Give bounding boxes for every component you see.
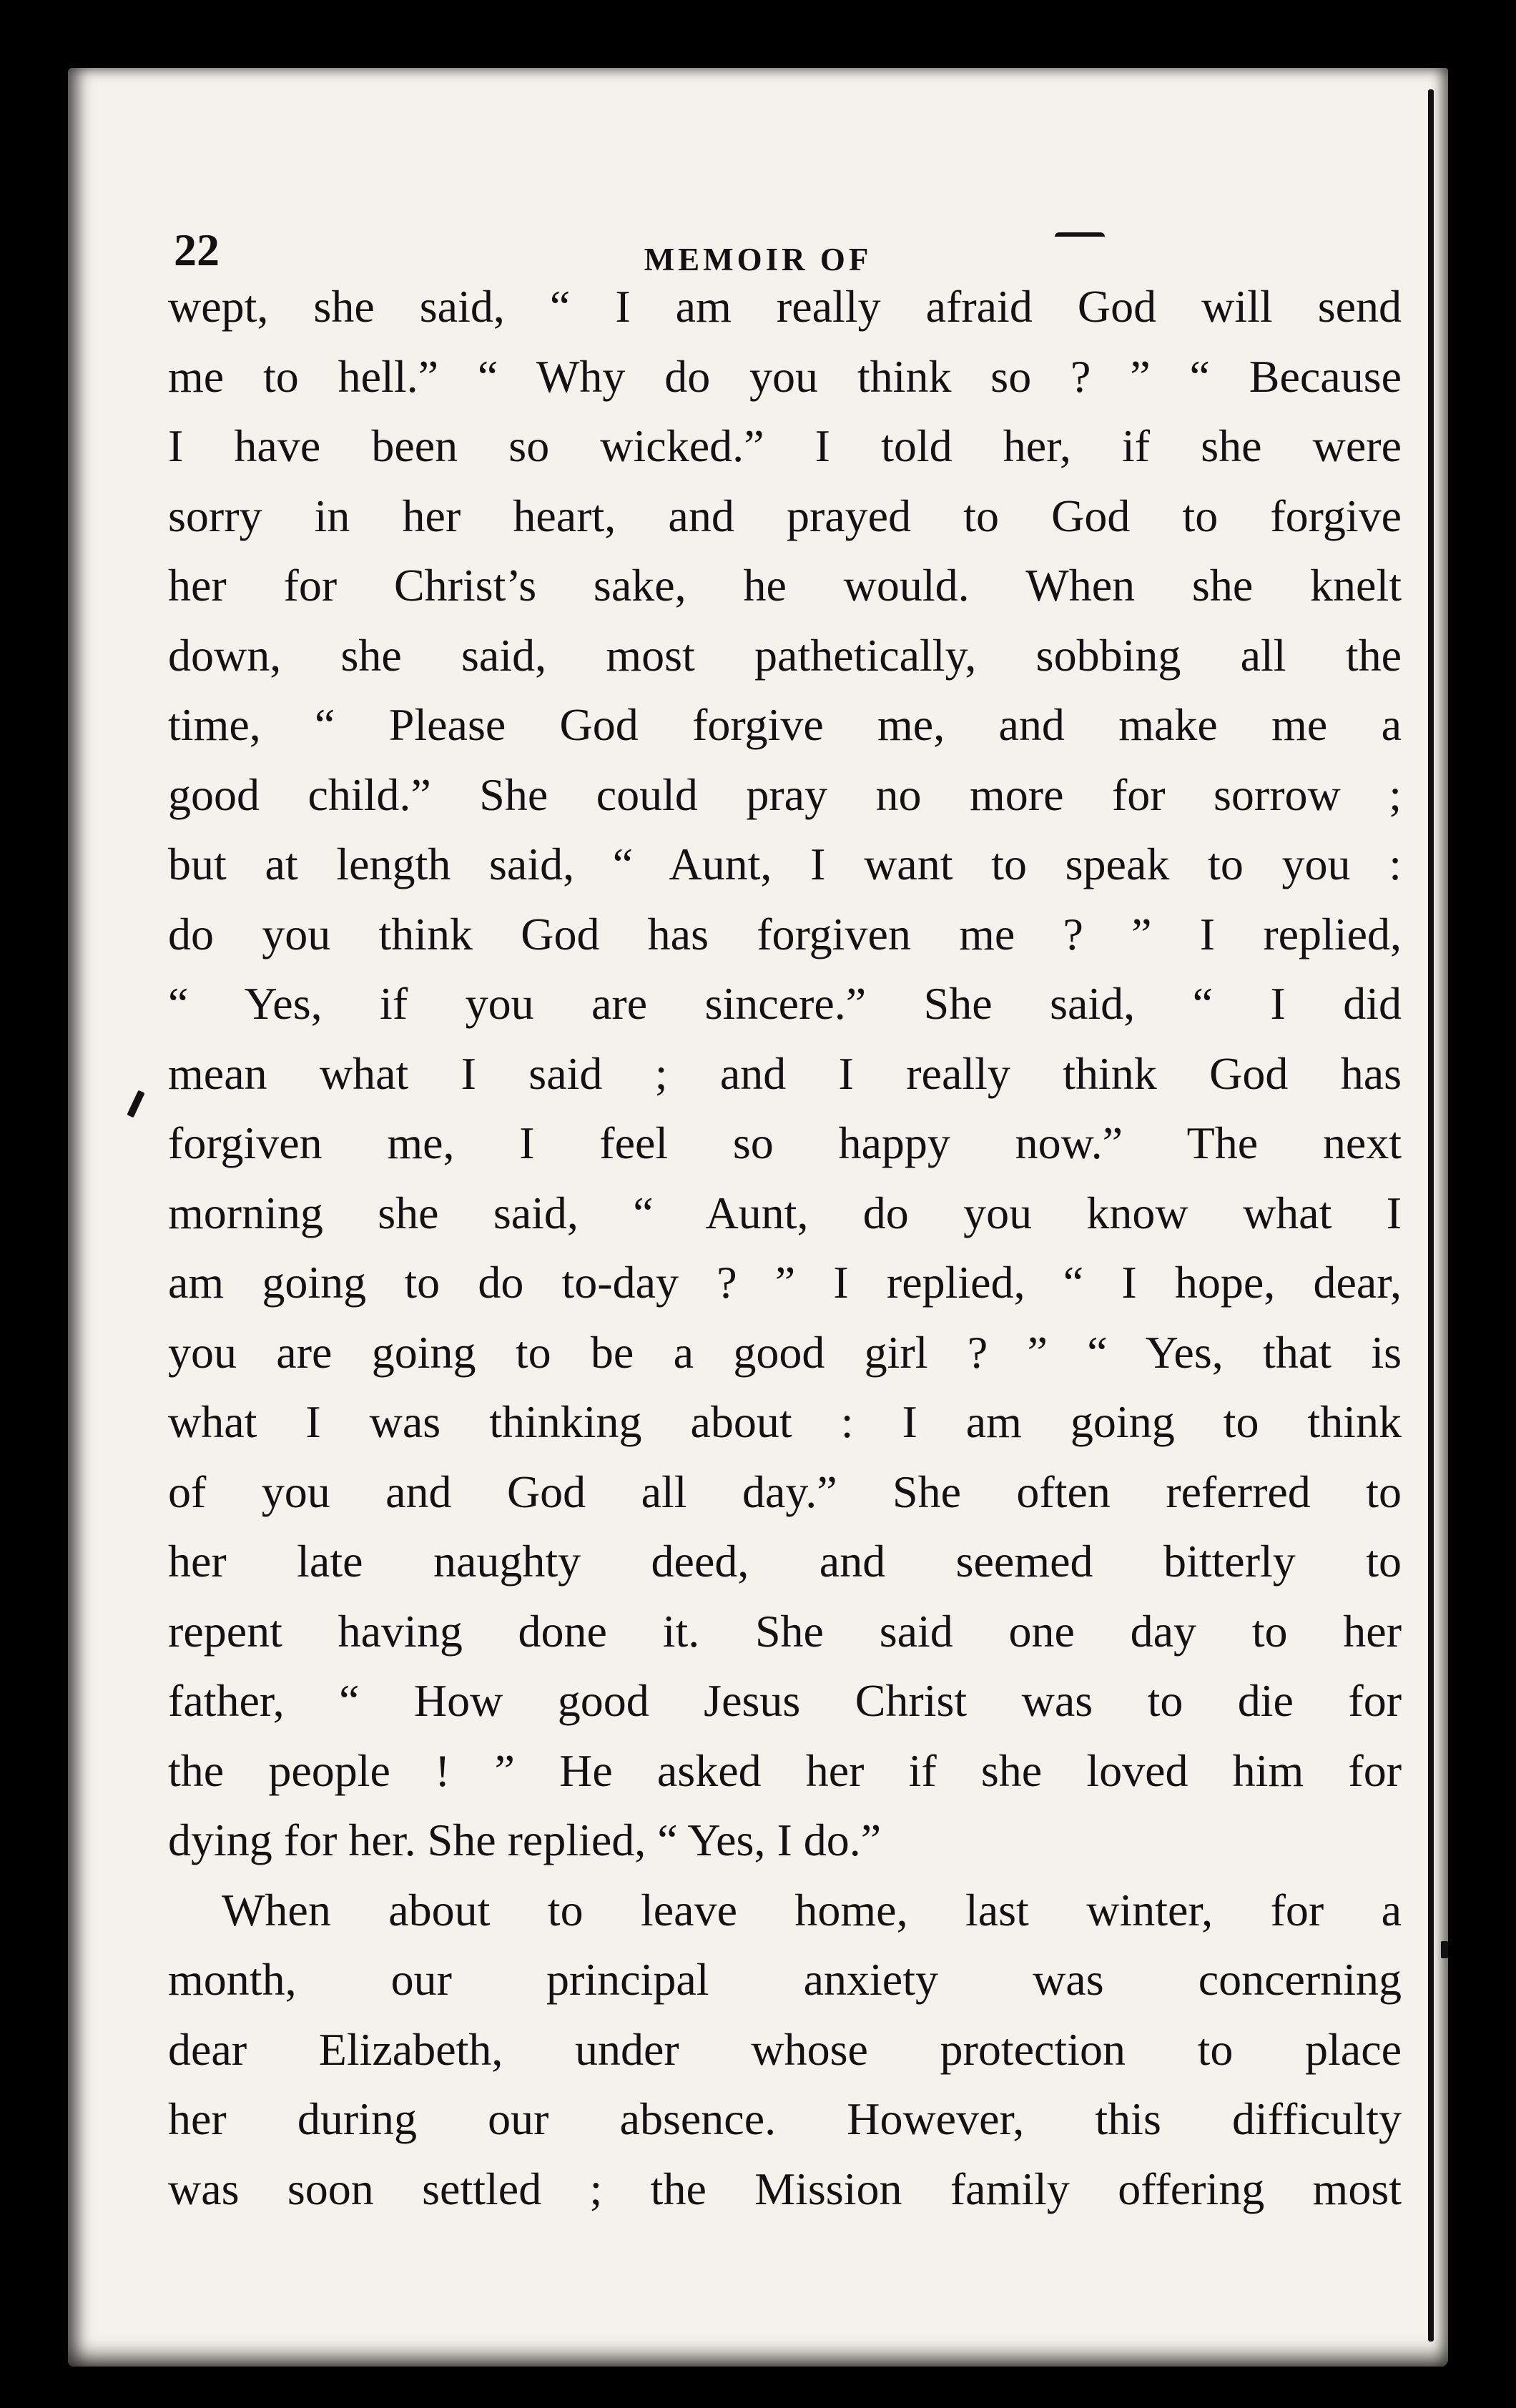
text-line-paragraph-start: When about to leave home, last winter, for a	[222, 1884, 1402, 1935]
book-page	[68, 68, 1448, 2367]
text-line: morning she said, “ Aunt, do you know what I	[168, 1187, 1402, 1238]
text-line: father, “ How good Jesus Christ was to die for	[168, 1675, 1402, 1726]
text-line: repent having done it. She said one day to her	[168, 1605, 1402, 1657]
text-line: sorry in her heart, and prayed to God to forgive	[168, 490, 1402, 541]
ink-mark	[127, 1090, 144, 1118]
text-line: down, she said, most pathetically, sobbing all the	[168, 629, 1402, 681]
text-line: you are going to be a good girl ? ” “ Yes, that is	[168, 1326, 1402, 1378]
text-line: good child.” She could pray no more for sorrow ;	[168, 769, 1402, 820]
text-line: I have been so wicked.” I told her, if she were	[168, 420, 1402, 471]
text-line: her during our absence. However, this difficulty	[168, 2093, 1402, 2144]
text-line: her late naughty deed, and seemed bitterly to	[168, 1536, 1402, 1587]
text-line: month, our principal anxiety was concerning	[168, 1954, 1402, 2005]
text-line: the people ! ” He asked her if she loved him for	[168, 1745, 1402, 1796]
page-header	[68, 175, 1448, 277]
ink-mark	[1441, 1941, 1448, 1958]
text-line: of you and God all day.” She often referred to	[168, 1466, 1402, 1517]
text-line: mean what I said ; and I really think God has	[168, 1047, 1402, 1099]
text-line: me to hell.” “ Why do you think so ? ” “ Because	[168, 350, 1402, 402]
text-line: what I was thinking about : I am going to think	[168, 1396, 1402, 1447]
text-line: but at length said, “ Aunt, I want to speak to you :	[168, 839, 1402, 889]
text-line: time, “ Please God forgive me, and make me a	[168, 699, 1402, 750]
body-text	[168, 272, 1402, 2224]
text-line: do you think God has forgiven me ? ” I replied,	[168, 908, 1402, 959]
text-line: was soon settled ; the Mission family offering most	[168, 2163, 1402, 2214]
text-line-paragraph-end: dying for her. She replied, “ Yes, I do.”	[168, 1815, 882, 1865]
text-line: am going to do to-day ? ” I replied, “ I hope, dear,	[168, 1257, 1402, 1308]
ink-mark	[1055, 232, 1105, 237]
text-line: wept, she said, “ I am really afraid God will send	[168, 281, 1402, 332]
running-head: MEMOIR OF	[644, 242, 872, 277]
text-line: forgiven me, I feel so happy now.” The next	[168, 1117, 1402, 1168]
text-line: her for Christ’s sake, he would. When she knelt	[168, 560, 1402, 611]
text-line: “ Yes, if you are sincere.” She said, “ I did	[168, 978, 1402, 1029]
text-line: dear Elizabeth, under whose protection to place	[168, 2023, 1402, 2075]
page-edge-shadow	[1428, 89, 1434, 2342]
page-number: 22	[174, 224, 220, 275]
